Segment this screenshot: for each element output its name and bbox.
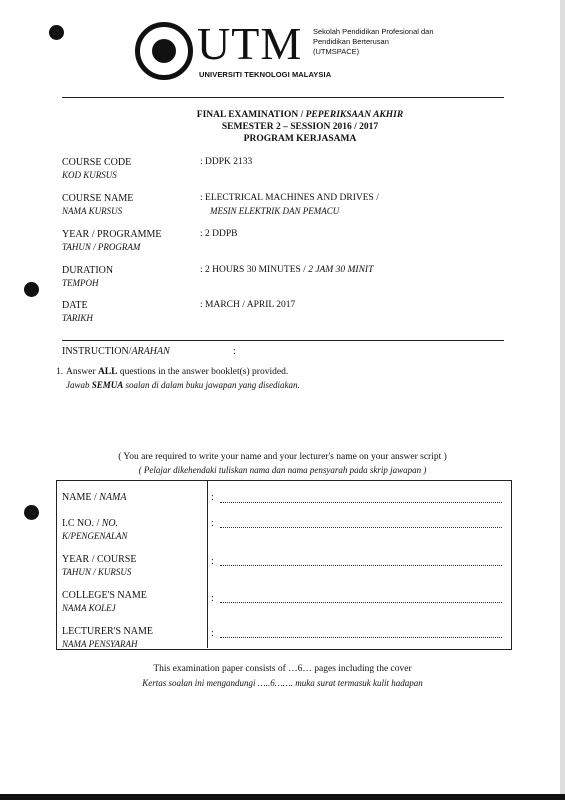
form-year-colon: : xyxy=(211,556,214,567)
instruction-label xyxy=(62,346,170,357)
details-divider xyxy=(62,340,504,341)
form-name-label-en: NAME / xyxy=(62,492,100,503)
utm-logo xyxy=(135,18,332,84)
form-ic-colon: : xyxy=(211,518,214,529)
form-lecturer-label-ms: NAMA PENSYARAH xyxy=(62,639,138,649)
date-value: : MARCH / APRIL 2017 xyxy=(200,300,296,310)
course-name-value-ms: MESIN ELEKTRIK DAN PEMACU xyxy=(210,206,340,216)
instruction-item-en xyxy=(66,367,288,377)
course-code-label: COURSE CODE xyxy=(62,157,132,168)
form-ic-label-ms: NO. xyxy=(101,518,119,529)
space-line-1: Sekolah Pendidikan Profesional dan xyxy=(313,27,434,36)
utm-letters: UTM xyxy=(197,18,303,69)
header-divider xyxy=(62,97,504,98)
form-name-field[interactable] xyxy=(220,492,502,503)
course-name-value: : ELECTRICAL MACHINES AND DRIVES / xyxy=(200,193,379,203)
form-name-label xyxy=(62,492,126,503)
course-code-label-ms: KOD KURSUS xyxy=(62,170,117,180)
form-lecturer-field[interactable] xyxy=(220,627,502,638)
form-year-label-ms: TAHUN / KURSUS xyxy=(62,567,132,577)
name-notice-en: ( You are required to write your name and your lecturer's name on your answer script ) xyxy=(118,452,447,462)
instruction-item-number: 1. xyxy=(56,367,64,377)
exam-title-ms: PEPERIKSAAN AKHIR xyxy=(305,110,404,120)
instruction-label-en: INSTRUCTION/ xyxy=(62,346,132,357)
program-type: PROGRAM KERJASAMA xyxy=(243,134,357,144)
course-name-label: COURSE NAME xyxy=(62,193,134,204)
form-college-label: COLLEGE'S NAME xyxy=(62,590,147,601)
punch-hole-top xyxy=(49,25,64,40)
form-college-colon: : xyxy=(211,593,214,604)
exam-title xyxy=(150,110,450,120)
exam-title-en: FINAL EXAMINATION / xyxy=(196,110,306,120)
duration-label: DURATION xyxy=(62,265,114,276)
form-ic-label-en: I.C NO. / xyxy=(62,518,102,529)
form-name-label-ms: NAMA xyxy=(99,492,127,503)
space-line-3: (UTMSPACE) xyxy=(313,47,360,56)
form-year-label: YEAR / COURSE xyxy=(62,554,137,565)
instruction-ms-part-1: Jawab xyxy=(66,380,92,390)
instruction-ms-part-2: soalan di dalam buku jawapan yang disediakan. xyxy=(123,380,300,390)
form-name-colon: : xyxy=(211,492,214,503)
instruction-en-emphasis: ALL xyxy=(97,367,118,377)
form-ic-field[interactable] xyxy=(220,517,502,528)
year-programme-value: : 2 DDPB xyxy=(200,229,238,239)
utmspace-label xyxy=(313,27,443,57)
form-college-field[interactable] xyxy=(220,592,502,603)
page-count-ms: Kertas soalan ini mengandungi …..6……. muka surat termasuk kulit hadapan xyxy=(142,678,423,688)
course-name-label-ms: NAMA KURSUS xyxy=(62,206,123,216)
instruction-label-ms: ARAHAN xyxy=(131,346,170,357)
page-count-en: This examination paper consists of …6… pages including the cover xyxy=(153,664,412,674)
utm-seal-icon xyxy=(135,22,193,80)
semester-session: SEMESTER 2 – SESSION 2016 / 2017 xyxy=(221,122,379,132)
instruction-en-part-2: questions in the answer booklet(s) provided. xyxy=(117,367,289,377)
instruction-item-ms xyxy=(66,380,300,390)
form-lecturer-colon: : xyxy=(211,628,214,639)
date-label: DATE xyxy=(62,300,88,311)
duration-value-ms: 2 JAM 30 MINIT xyxy=(308,265,374,275)
instruction-ms-emphasis: SEMUA xyxy=(91,380,124,390)
university-name: UNIVERSITI TEKNOLOGI MALAYSIA xyxy=(199,70,332,79)
year-programme-label: YEAR / PROGRAMME xyxy=(62,229,162,240)
form-ic-label-ms-2: K/PENGENALAN xyxy=(62,531,128,541)
form-lecturer-label: LECTURER'S NAME xyxy=(62,626,153,637)
form-column-divider xyxy=(207,481,208,648)
form-ic-label xyxy=(62,518,118,529)
page-bottom-edge xyxy=(0,794,565,800)
date-label-ms: TARIKH xyxy=(62,313,93,323)
duration-value xyxy=(200,265,373,275)
course-code-value: : DDPK 2133 xyxy=(200,157,253,167)
form-year-field[interactable] xyxy=(220,555,502,566)
name-notice-ms: ( Pelajar dikehendaki tuliskan nama dan nama pensyarah pada skrip jawapan ) xyxy=(138,465,427,475)
duration-value-en: : 2 HOURS 30 MINUTES / xyxy=(200,265,309,275)
duration-label-ms: TEMPOH xyxy=(62,278,99,288)
year-programme-label-ms: TAHUN / PROGRAM xyxy=(62,242,141,252)
punch-hole-middle xyxy=(24,282,39,297)
punch-hole-bottom xyxy=(24,505,39,520)
instruction-en-part-1: Answer xyxy=(66,367,98,377)
form-college-label-ms: NAMA KOLEJ xyxy=(62,603,116,613)
space-line-2: Pendidikan Berterusan xyxy=(313,37,389,46)
instruction-colon: : xyxy=(233,346,236,357)
